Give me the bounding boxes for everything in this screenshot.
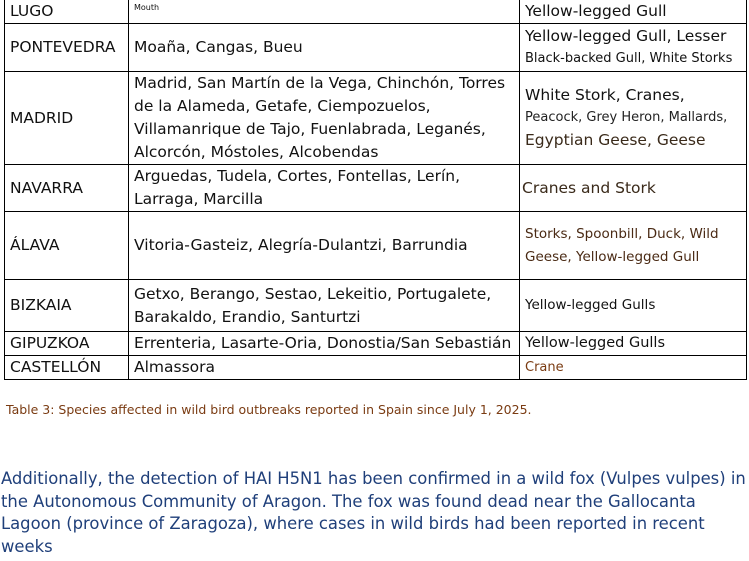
table-row xyxy=(5,72,747,165)
species-cell: Yellow-legged Gulls xyxy=(520,332,747,356)
municipalities-cell xyxy=(129,0,520,24)
table-row xyxy=(5,356,747,380)
species-cell: Crane xyxy=(520,356,747,380)
province-cell: LUGO xyxy=(5,0,129,24)
species-cell: Cranes and Stork xyxy=(520,165,747,212)
municipalities-cell: Madrid, San Martín de la Vega, Chinchón, Torres de la Alameda, Getafe, Ciempozuelos, Villamanrique de Tajo, Fuenlabrada, Leganés, Alcorcón, Móstoles, Alcobendas xyxy=(129,72,520,165)
table-row xyxy=(5,24,747,72)
species-line: Black-backed Gull, White Storks xyxy=(525,51,733,66)
table-row xyxy=(5,212,747,280)
species-line: White Stork, Cranes, xyxy=(525,86,685,104)
table-row xyxy=(5,165,747,212)
species-cell xyxy=(520,24,747,72)
species-cell: Storks, Spoonbill, Duck, Wild Geese, Yellow-legged Gull xyxy=(520,212,747,280)
province-cell: BIZKAIA xyxy=(5,280,129,332)
municipalities-cell: Getxo, Berango, Sestao, Lekeitio, Portugalete, Barakaldo, Erandio, Santurtzi xyxy=(129,280,520,332)
municipalities-cell: Moaña, Cangas, Bueu xyxy=(129,24,520,72)
province-cell: CASTELLÓN xyxy=(5,356,129,380)
species-table xyxy=(4,0,747,380)
municipalities-cell: Almassora xyxy=(129,356,520,380)
species-line: Yellow-legged Gull, Lesser xyxy=(525,27,727,45)
province-cell: MADRID xyxy=(5,72,129,165)
municipalities-cell: Errenteria, Lasarte-Oria, Donostia/San Sebastián xyxy=(129,332,520,356)
municipalities-text: Mouth xyxy=(134,3,160,12)
species-line: Egyptian Geese, Geese xyxy=(525,131,706,149)
body-paragraph: Additionally, the detection of HAI H5N1 has been confirmed in a wild fox (Vulpes vulpes) in the Autonomous Community of Aragon. The fox was found dead near the Gallocanta Lagoon (province of Zaragoza), where cases in wild birds had been reported in recent weeks xyxy=(1,469,746,556)
municipalities-cell: Vitoria-Gasteiz, Alegría-Dulantzi, Barrundia xyxy=(129,212,520,280)
province-cell: GIPUZKOA xyxy=(5,332,129,356)
municipalities-cell: Arguedas, Tudela, Cortes, Fontellas, Lerín, Larraga, Marcilla xyxy=(129,165,520,212)
province-cell: NAVARRA xyxy=(5,165,129,212)
table-row xyxy=(5,0,747,24)
species-cell: Yellow-legged Gull xyxy=(520,0,747,24)
province-cell: ÁLAVA xyxy=(5,212,129,280)
table-caption: Table 3: Species affected in wild bird outbreaks reported in Spain since July 1, 2025. xyxy=(6,402,532,417)
table-row xyxy=(5,280,747,332)
species-line: Peacock, Grey Heron, Mallards, xyxy=(525,110,728,125)
species-cell xyxy=(520,72,747,165)
species-cell: Yellow-legged Gulls xyxy=(520,280,747,332)
table-row xyxy=(5,332,747,356)
province-cell: PONTEVEDRA xyxy=(5,24,129,72)
